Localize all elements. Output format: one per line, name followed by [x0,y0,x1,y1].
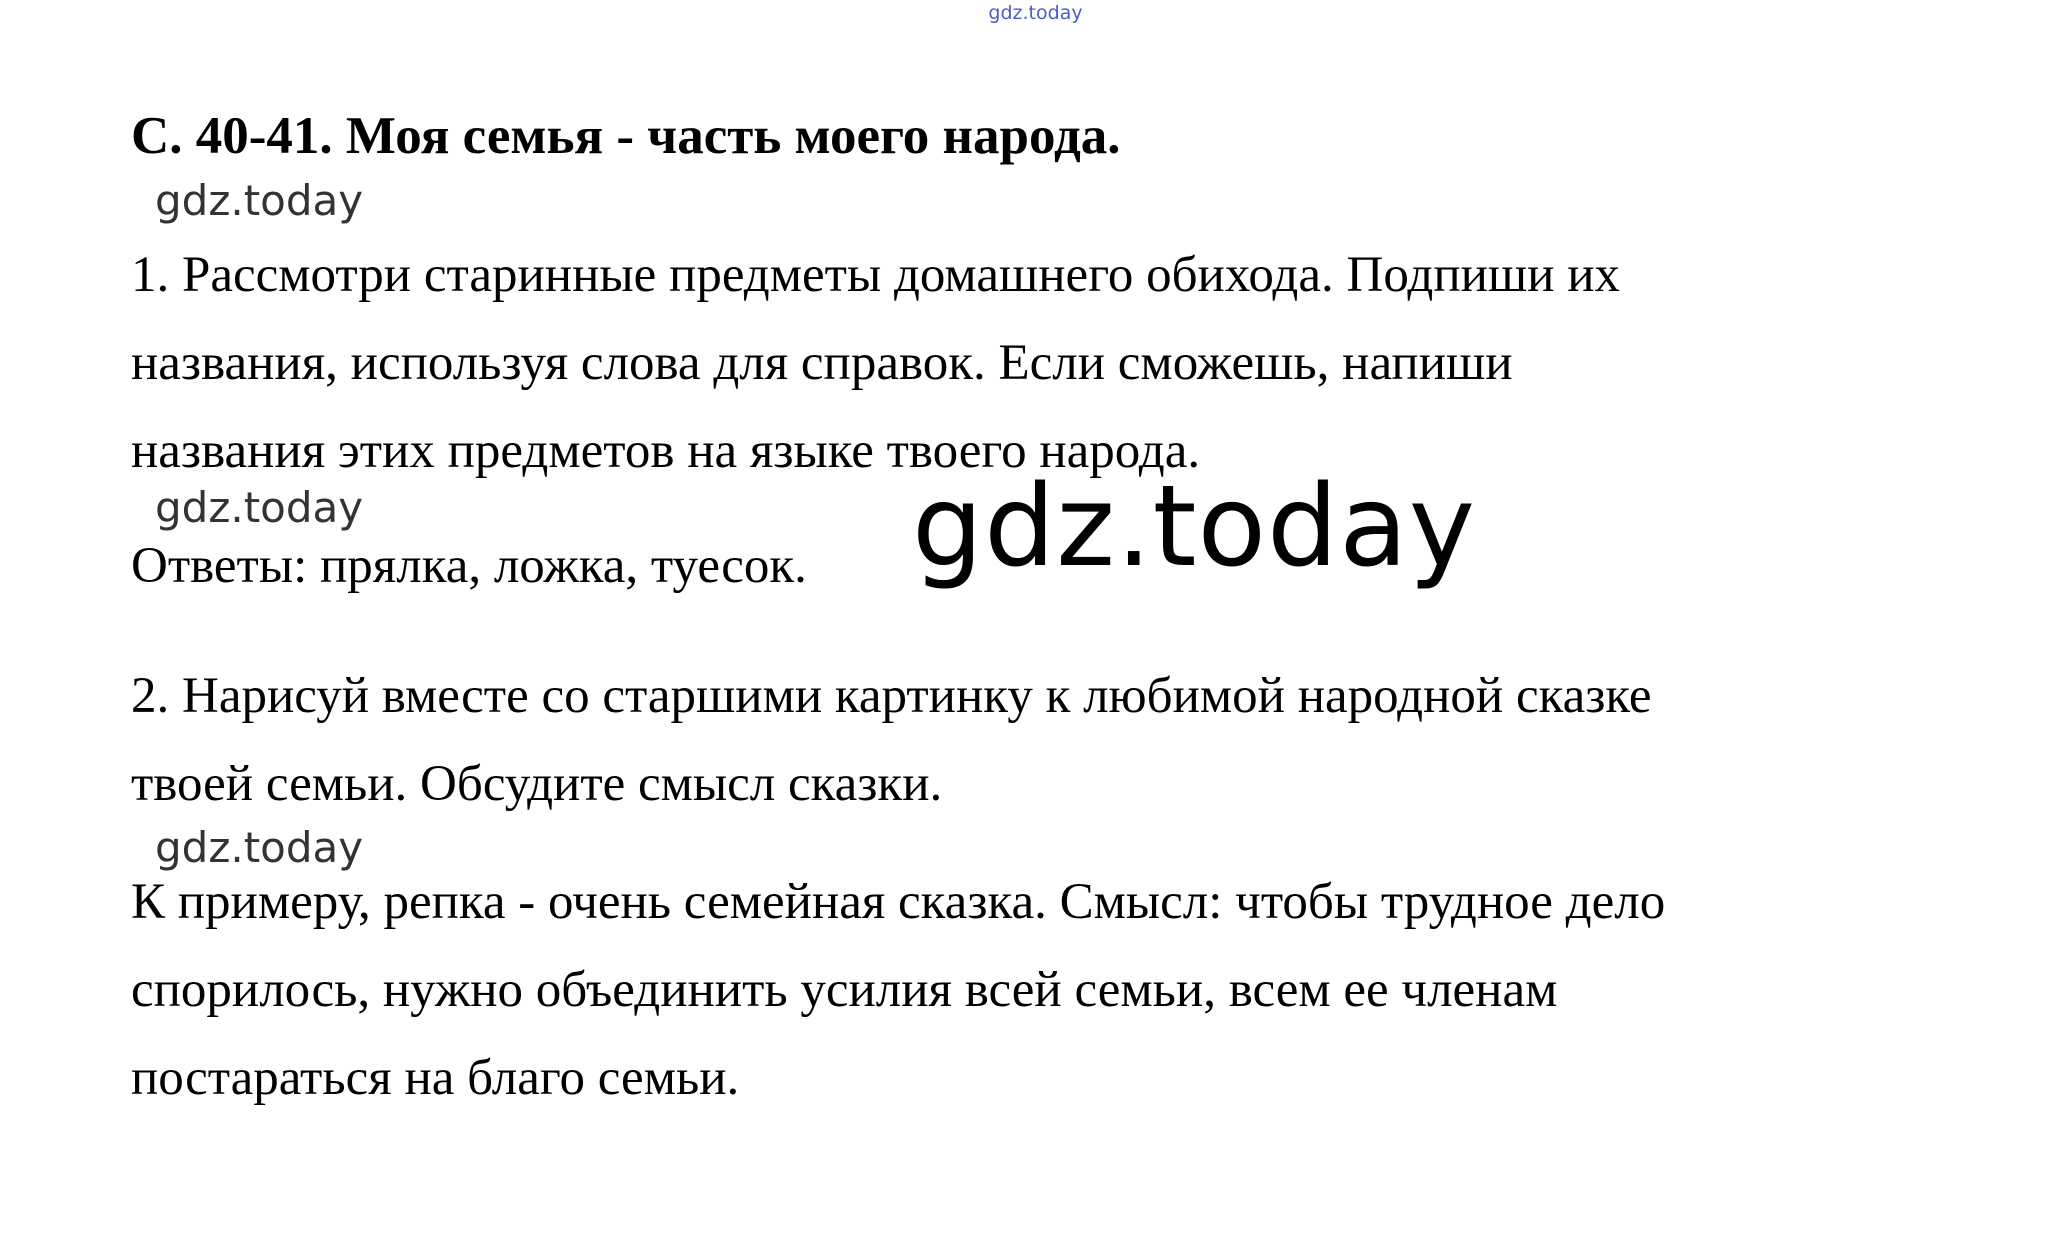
task1-text [131,231,1620,495]
task1-line-3: названия этих предметов на языке твоего народа. [131,423,1201,479]
watermark-3: gdz.today [155,823,364,872]
task2-answer [131,858,1665,1122]
task2-line-2: твоей семьи. Обсудите смысл сказки. [131,756,943,812]
task2-answer-line-1: К примеру, репка - очень семейная сказка. Смысл: чтобы трудное дело [131,874,1666,930]
task2-line-1: 2. Нарисуй вместе со старшими картинку к любимой народной сказке [131,668,1652,724]
watermark-top: gdz.today [988,2,1083,24]
task1-answer: Ответы: прялка, ложка, туесок. [131,538,807,594]
task2-answer-line-2: спорилось, нужно объединить усилия всей семьи, всем ее членам [131,962,1558,1018]
watermark-2: gdz.today [155,483,364,532]
task2-answer-line-3: постараться на благо семьи. [131,1050,740,1106]
watermark-1: gdz.today [155,176,364,225]
page-title: С. 40-41. Моя семья - часть моего народа. [131,107,1121,165]
task2-text [131,652,1652,828]
task1-line-2: названия, используя слова для справок. Если сможешь, напиши [131,335,1513,391]
watermark-large: gdz.today [912,462,1477,592]
task1-line-1: 1. Рассмотри старинные предметы домашнего обихода. Подпиши их [131,247,1621,303]
